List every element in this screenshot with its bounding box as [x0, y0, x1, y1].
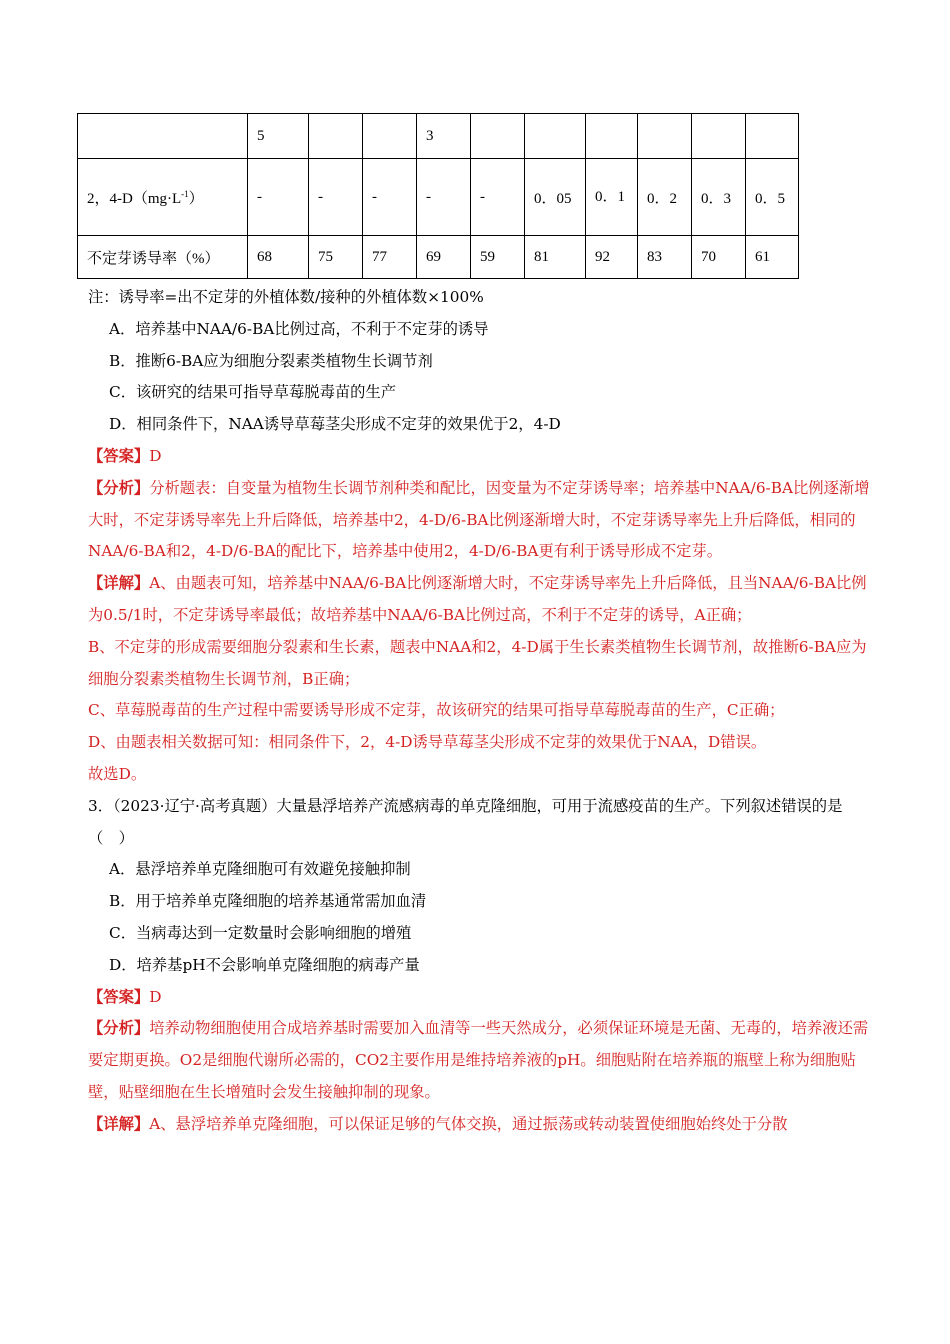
table-cell: 61: [746, 236, 799, 279]
q2-detail-c: C、草莓脱毒苗的生产过程中需要诱导形成不定芽，故该研究的结果可指导草莓脱毒苗的生产，C正确；: [88, 701, 785, 720]
analysis-text: 培养动物细胞使用合成培养基时需要加入血清等一些天然成分，必须保证环境是无菌、无毒的，培养液还需要定期更换。O2是细胞代谢所必需的，CO2主要作用是维持培养液的pH。细胞贴附在培养瓶的瓶壁上称为细胞贴壁，贴壁细胞在生长增殖时会发生接触抑制的现象。: [88, 1019, 869, 1101]
q3-analysis: [88, 1013, 878, 1108]
table-cell: [638, 114, 692, 159]
table-cell: 不定芽诱导率（%）: [78, 236, 248, 279]
row-label-24d: [78, 159, 248, 236]
table-cell: 92: [586, 236, 638, 279]
document-body: [88, 282, 878, 1141]
answer-value: D: [149, 987, 162, 1006]
table-note: 注：诱导率=出不定芽的外植体数/接种的外植体数×100%: [88, 288, 484, 306]
detail-text: A、悬浮培养单克隆细胞，可以保证足够的气体交换，通过振荡或转动装置使细胞始终处于分散: [149, 1114, 788, 1133]
q3-option-b: B．用于培养单克隆细胞的培养基通常需加血清: [109, 892, 427, 911]
table-cell: 59: [471, 236, 525, 279]
table-cell: 0．1: [586, 159, 638, 236]
table-row: [78, 114, 799, 159]
table-cell: [586, 114, 638, 159]
q3-option-c: C．当病毒达到一定数量时会影响细胞的增殖: [109, 923, 412, 942]
q2-analysis: [88, 473, 878, 568]
q2-option-b: B．推断6-BA应为细胞分裂素类植物生长调节剂: [109, 351, 433, 370]
q2-detail-d: D、由题表相关数据可知：相同条件下，2，4-D诱导草莓茎尖形成不定芽的效果优于NAA，D错误。: [88, 733, 767, 752]
table-cell: [471, 114, 525, 159]
q3-detail-a: [88, 1109, 878, 1141]
table-cell: 83: [638, 236, 692, 279]
answer-tag: 【答案】: [88, 987, 150, 1006]
analysis-tag: 【分析】: [88, 478, 150, 497]
table-cell: 3: [417, 114, 471, 159]
detail-tag: 【详解】: [88, 1114, 150, 1133]
analysis-tag: 【分析】: [88, 1019, 150, 1038]
q2-option-c: C．该研究的结果可指导草莓脱毒苗的生产: [109, 383, 397, 402]
table-cell: [309, 114, 363, 159]
data-table: [77, 113, 799, 279]
row-label-text: 2，4-D（mg·L: [87, 190, 182, 207]
table-cell: 81: [525, 236, 586, 279]
table-cell: 0．3: [692, 159, 746, 236]
table-cell: [746, 114, 799, 159]
table-cell: -: [363, 159, 417, 236]
q3-option-d: D．培养基pH不会影响单克隆细胞的病毒产量: [109, 955, 420, 974]
table-cell: 75: [309, 236, 363, 279]
table-cell: -: [417, 159, 471, 236]
table-cell: -: [309, 159, 363, 236]
q2-conclusion: 故选D。: [88, 764, 147, 783]
table-cell: 77: [363, 236, 417, 279]
table-cell: -: [248, 159, 309, 236]
q2-answer: [88, 441, 878, 473]
analysis-text: 分析题表：自变量为植物生长调节剂种类和配比，因变量为不定芽诱导率；培养基中NAA/6-BA比例逐渐增大时，不定芽诱导率先上升后降低，培养基中2，4-D/6-BA比例逐渐增大时，不定芽诱导率先上升后降低，相同的NAA/6-BA和2，4-D/6-BA的配比下，培养基中使用2，4-D/6-BA更有利于诱导形成不定芽。: [88, 478, 870, 561]
q2-option-a: A．培养基中NAA/6-BA比例过高，不利于不定芽的诱导: [109, 319, 489, 338]
table-cell: [363, 114, 417, 159]
table-cell: -: [471, 159, 525, 236]
q3-stem: 3．（2023·辽宁·高考真题）大量悬浮培养产流感病毒的单克隆细胞，可用于流感疫苗的生产。下列叙述错误的是（ ）: [88, 796, 843, 847]
q2-option-d: D．相同条件下，NAA诱导草莓茎尖形成不定芽的效果优于2，4-D: [109, 415, 561, 434]
row-label-suffix: ）: [188, 190, 204, 207]
table-cell: 0．2: [638, 159, 692, 236]
q2-detail-b: B、不定芽的形成需要细胞分裂素和生长素，题表中NAA和2，4-D属于生长素类植物生长调节剂，故推断6-BA应为细胞分裂素类植物生长调节剂，B正确；: [88, 637, 867, 688]
table-cell: 68: [248, 236, 309, 279]
table-cell: 0．5: [746, 159, 799, 236]
table-cell: [78, 114, 248, 159]
detail-text: A、由题表可知，培养基中NAA/6-BA比例逐渐增大时，不定芽诱导率先上升后降低，且当NAA/6-BA比例为0.5/1时，不定芽诱导率最低；故培养基中NAA/6-BA比例过高，不利于不定芽的诱导，A正确；: [88, 574, 867, 624]
row-label-superscript: -1: [181, 188, 189, 199]
table-row: [78, 236, 799, 279]
table-cell: [692, 114, 746, 159]
table-row: [78, 159, 799, 236]
answer-tag: 【答案】: [88, 446, 150, 465]
table-cell: 0．05: [525, 159, 586, 236]
table-cell: 69: [417, 236, 471, 279]
q3-answer: [88, 982, 878, 1014]
table-cell: [525, 114, 586, 159]
answer-value: D: [149, 446, 162, 465]
table-cell: 5: [248, 114, 309, 159]
detail-tag: 【详解】: [88, 574, 150, 593]
q3-option-a: A．悬浮培养单克隆细胞可有效避免接触抑制: [109, 860, 411, 879]
table-cell: 70: [692, 236, 746, 279]
q2-detail-a: [88, 568, 878, 632]
